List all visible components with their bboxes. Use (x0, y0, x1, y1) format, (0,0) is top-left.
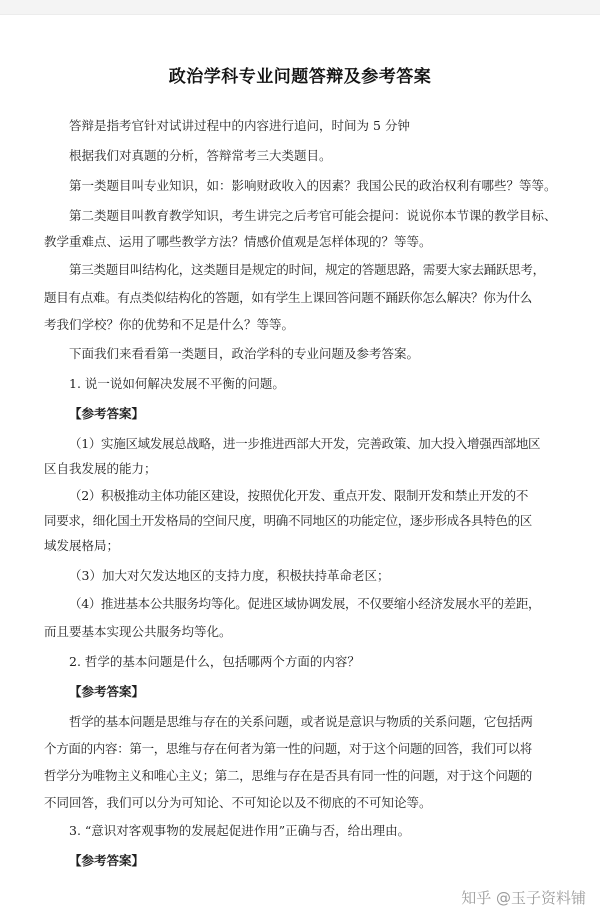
question-heading: 2. 哲学的基本问题是什么，包括哪两个方面的内容？ (69, 654, 360, 669)
answer-label: 【参考答案】 (69, 406, 145, 421)
paragraph-line: 哲学的基本问题是思维与存在的关系问题，或者说是意识与物质的关系问题，它包括两 (69, 714, 533, 729)
paragraph-line: （3）加大对欠发达地区的支持力度，积极扶持革命老区； (69, 568, 390, 583)
paragraph-line: 哲学分为唯物主义和唯心主义；第二，思维与存在是否具有同一性的问题，对于这个问题的 (44, 768, 533, 783)
paragraph-line: 答辩是指考官针对试讲过程中的内容进行追问，时间为 5 分钟 (69, 118, 410, 133)
paragraph-line: 第一类题目叫专业知识，如：影响财政收入的因素？我国公民的政治权利有哪些？等等。 (69, 178, 557, 193)
zhihu-watermark: 知乎 @玉子资料铺 (461, 889, 586, 907)
paragraph-line: 个方面的内容：第一，思维与存在何者为第一性的问题，对于这个问题的回答，我们可以将 (44, 741, 533, 756)
paragraph-line: 考我们学校？你的优势和不足是什么？等等。 (44, 317, 295, 332)
document-title: 政治学科专业问题答辩及参考答案 (168, 67, 432, 87)
paragraph-line: 下面我们来看看第一类题目，政治学科的专业问题及参考答案。 (69, 346, 420, 361)
paragraph-line: 第三类题目叫结构化，这类题目是规定的时间，规定的答题思路，需要大家去踊跃思考， (69, 262, 545, 277)
paragraph-line: 题目有点难。有点类似结构化的答题，如有学生上课回答问题不踊跃你怎么解决？你为什么 (44, 290, 533, 305)
paragraph-line: 不同回答，我们可以分为可知论、不可知论以及不彻底的不可知论等。 (44, 795, 432, 810)
paragraph-line: （4）推进基本公共服务均等化。促进区域协调发展，不仅要缩小经济发展水平的差距， (69, 596, 541, 611)
answer-label: 【参考答案】 (69, 684, 145, 699)
paragraph-line: 区自我发展的能力； (44, 461, 157, 476)
paragraph-line: 而且要基本实现公共服务均等化。 (44, 624, 232, 639)
paragraph-line: 同要求，细化国土开发格局的空间尺度，明确不同地区的功能定位，逐步形成各具特色的区 (44, 513, 533, 528)
paragraph-line: 第二类题目叫教育教学知识，考生讲完之后考官可能会提问：说说你本节课的教学目标、 (69, 208, 557, 223)
paragraph-line: （1）实施区域发展总战略，进一步推进西部大开发，完善政策、加大投入增强西部地区 (69, 436, 541, 451)
question-heading: 1. 说一说如何解决发展不平衡的问题。 (69, 376, 285, 391)
paragraph-line: 域发展格局； (44, 538, 120, 553)
answer-label: 【参考答案】 (69, 853, 145, 868)
question-heading: 3. “意识对客观事物的发展起促进作用”正确与否，给出理由。 (69, 823, 411, 838)
paragraph-line: （2）积极推动主体功能区建设，按照优化开发、重点开发、限制开发和禁止开发的不 (69, 488, 529, 503)
paragraph-line: 教学重难点、运用了哪些教学方法？情感价值观是怎样体现的？等等。 (44, 234, 432, 249)
paragraph-line: 根据我们对真题的分析，答辩常考三大类题目。 (69, 148, 332, 163)
